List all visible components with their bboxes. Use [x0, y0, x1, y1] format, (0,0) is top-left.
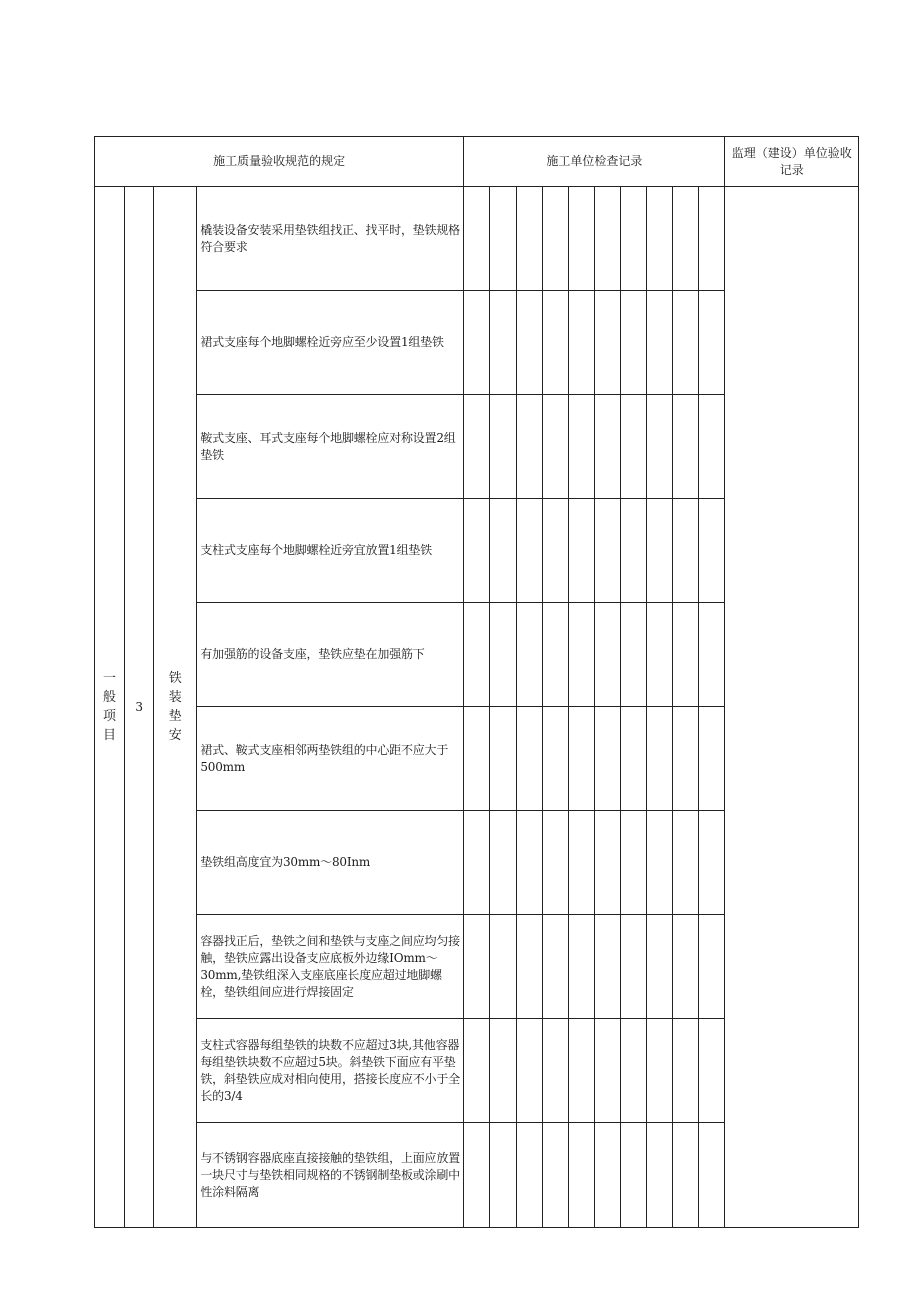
- category-cell: [95, 187, 125, 1228]
- check-record-cell[interactable]: [620, 187, 646, 291]
- check-record-cell[interactable]: [490, 707, 516, 811]
- check-record-cell[interactable]: [620, 291, 646, 395]
- check-record-cell[interactable]: [490, 187, 516, 291]
- check-record-cell[interactable]: [647, 291, 673, 395]
- check-record-cell[interactable]: [594, 187, 620, 291]
- check-record-cell[interactable]: [490, 291, 516, 395]
- requirement-text: 有加强筋的设备支座，垫铁应垫在加强筋下: [197, 603, 464, 707]
- check-record-cell[interactable]: [516, 499, 542, 603]
- check-record-cell[interactable]: [568, 603, 594, 707]
- subitem-label: 铁装垫安: [168, 671, 182, 743]
- check-record-cell[interactable]: [673, 603, 699, 707]
- check-record-cell[interactable]: [568, 1019, 594, 1123]
- check-record-cell[interactable]: [699, 291, 725, 395]
- check-record-cell[interactable]: [620, 395, 646, 499]
- requirement-text: 垫铁组高度宜为30mm～80Inm: [197, 811, 464, 915]
- check-record-cell[interactable]: [542, 603, 568, 707]
- check-record-cell[interactable]: [620, 915, 646, 1019]
- check-record-header: 施工单位检查记录: [464, 137, 725, 187]
- check-record-cell[interactable]: [620, 811, 646, 915]
- check-record-cell[interactable]: [464, 1123, 490, 1228]
- check-record-cell[interactable]: [647, 915, 673, 1019]
- inspection-sheet: [94, 136, 859, 1230]
- check-record-cell[interactable]: [568, 499, 594, 603]
- check-record-cell[interactable]: [699, 707, 725, 811]
- check-record-cell[interactable]: [673, 499, 699, 603]
- check-record-cell[interactable]: [647, 1123, 673, 1228]
- check-record-cell[interactable]: [699, 187, 725, 291]
- check-record-cell[interactable]: [673, 291, 699, 395]
- check-record-cell[interactable]: [464, 603, 490, 707]
- check-record-cell[interactable]: [464, 811, 490, 915]
- check-record-cell[interactable]: [490, 499, 516, 603]
- check-record-cell[interactable]: [647, 187, 673, 291]
- check-record-cell[interactable]: [464, 291, 490, 395]
- check-record-cell[interactable]: [516, 291, 542, 395]
- check-record-cell[interactable]: [673, 915, 699, 1019]
- table-row: [95, 187, 859, 291]
- check-record-cell[interactable]: [490, 915, 516, 1019]
- check-record-cell[interactable]: [568, 915, 594, 1019]
- check-record-cell[interactable]: [542, 395, 568, 499]
- check-record-cell[interactable]: [490, 811, 516, 915]
- check-record-cell[interactable]: [490, 395, 516, 499]
- check-record-cell[interactable]: [620, 707, 646, 811]
- check-record-cell[interactable]: [673, 811, 699, 915]
- check-record-cell[interactable]: [699, 915, 725, 1019]
- check-record-cell[interactable]: [542, 707, 568, 811]
- check-record-cell[interactable]: [647, 603, 673, 707]
- check-record-cell[interactable]: [568, 291, 594, 395]
- check-record-cell[interactable]: [647, 1019, 673, 1123]
- check-record-cell[interactable]: [464, 395, 490, 499]
- check-record-cell[interactable]: [594, 499, 620, 603]
- check-record-cell[interactable]: [464, 1019, 490, 1123]
- check-record-cell[interactable]: [594, 603, 620, 707]
- subitem-cell: [154, 187, 197, 1228]
- check-record-cell[interactable]: [594, 1019, 620, 1123]
- check-record-cell[interactable]: [516, 915, 542, 1019]
- check-record-cell[interactable]: [647, 499, 673, 603]
- check-record-cell[interactable]: [516, 395, 542, 499]
- check-record-cell[interactable]: [620, 499, 646, 603]
- check-record-cell[interactable]: [542, 811, 568, 915]
- requirement-text: 鞍式支座、耳式支座每个地脚螺栓应对称设置2组垫铁: [197, 395, 464, 499]
- check-record-cell[interactable]: [594, 707, 620, 811]
- check-record-cell[interactable]: [699, 811, 725, 915]
- requirement-text: 裙式支座每个地脚螺栓近旁应至少设置1组垫铁: [197, 291, 464, 395]
- check-record-cell[interactable]: [516, 1123, 542, 1228]
- check-record-cell[interactable]: [594, 291, 620, 395]
- check-record-cell[interactable]: [568, 707, 594, 811]
- item-number: 3: [125, 187, 154, 1228]
- check-record-cell[interactable]: [490, 603, 516, 707]
- check-record-cell[interactable]: [542, 1019, 568, 1123]
- check-record-cell[interactable]: [542, 915, 568, 1019]
- check-record-cell[interactable]: [516, 187, 542, 291]
- check-record-cell[interactable]: [647, 395, 673, 499]
- check-record-cell[interactable]: [464, 707, 490, 811]
- requirement-text: 橇装设备安装采用垫铁组找正、找平时，垫铁规格符合要求: [197, 187, 464, 291]
- check-record-cell[interactable]: [542, 499, 568, 603]
- check-record-cell[interactable]: [542, 187, 568, 291]
- check-record-cell[interactable]: [490, 1123, 516, 1228]
- check-record-cell[interactable]: [464, 187, 490, 291]
- check-record-cell[interactable]: [647, 707, 673, 811]
- check-record-cell[interactable]: [699, 1019, 725, 1123]
- check-record-cell[interactable]: [516, 707, 542, 811]
- check-record-cell[interactable]: [516, 1019, 542, 1123]
- inspection-table: [94, 136, 859, 1228]
- check-record-cell[interactable]: [568, 1123, 594, 1228]
- check-record-cell[interactable]: [594, 811, 620, 915]
- check-record-cell[interactable]: [594, 915, 620, 1019]
- check-record-cell[interactable]: [568, 187, 594, 291]
- requirement-text: 与不锈钢容器底座直接接触的垫铁组，上面应放置一块尺寸与垫铁相同规格的不锈钢制垫板或涂刷中性涂料隔离: [197, 1123, 464, 1228]
- check-record-cell[interactable]: [464, 499, 490, 603]
- check-record-cell[interactable]: [542, 1123, 568, 1228]
- check-record-cell[interactable]: [516, 811, 542, 915]
- requirement-text: 容器找正后，垫铁之间和垫铁与支座之间应均匀接触，垫铁应露出设备支应底板外边缘IOmm～30mm,垫铁组深入支座底座长度应超过地脚螺栓，垫铁组间应进行焊接固定: [197, 915, 464, 1019]
- check-record-cell[interactable]: [620, 1123, 646, 1228]
- spec-header: 施工质量验收规范的规定: [95, 137, 464, 187]
- check-record-cell[interactable]: [673, 187, 699, 291]
- supervision-header: 监理（建设）单位验收记录: [725, 137, 859, 187]
- check-record-cell[interactable]: [699, 603, 725, 707]
- check-record-cell[interactable]: [699, 1123, 725, 1228]
- supervision-record-cell[interactable]: [725, 187, 859, 1228]
- category-label: 一般项目: [103, 671, 117, 743]
- check-record-cell[interactable]: [699, 395, 725, 499]
- check-record-cell[interactable]: [464, 915, 490, 1019]
- check-record-cell[interactable]: [490, 1019, 516, 1123]
- check-record-cell[interactable]: [647, 811, 673, 915]
- requirement-text: 支柱式支座每个地脚螺栓近旁宜放置1组垫铁: [197, 499, 464, 603]
- check-record-cell[interactable]: [673, 1019, 699, 1123]
- requirement-text: 裙式、鞍式支座相邻两垫铁组的中心距不应大于500mm: [197, 707, 464, 811]
- check-record-cell[interactable]: [594, 1123, 620, 1228]
- header-row: [95, 137, 859, 187]
- check-record-cell[interactable]: [516, 603, 542, 707]
- check-record-cell[interactable]: [568, 395, 594, 499]
- check-record-cell[interactable]: [620, 603, 646, 707]
- check-record-cell[interactable]: [673, 707, 699, 811]
- check-record-cell[interactable]: [568, 811, 594, 915]
- check-record-cell[interactable]: [673, 395, 699, 499]
- check-record-cell[interactable]: [620, 1019, 646, 1123]
- check-record-cell[interactable]: [699, 499, 725, 603]
- check-record-cell[interactable]: [542, 291, 568, 395]
- check-record-cell[interactable]: [673, 1123, 699, 1228]
- requirement-text: 支柱式容器每组垫铁的块数不应超过3块,其他容器每组垫铁块数不应超过5块。斜垫铁下面应有平垫铁，斜垫铁应成对相向使用，搭接长度应不小于全长的3/4: [197, 1019, 464, 1123]
- check-record-cell[interactable]: [594, 395, 620, 499]
